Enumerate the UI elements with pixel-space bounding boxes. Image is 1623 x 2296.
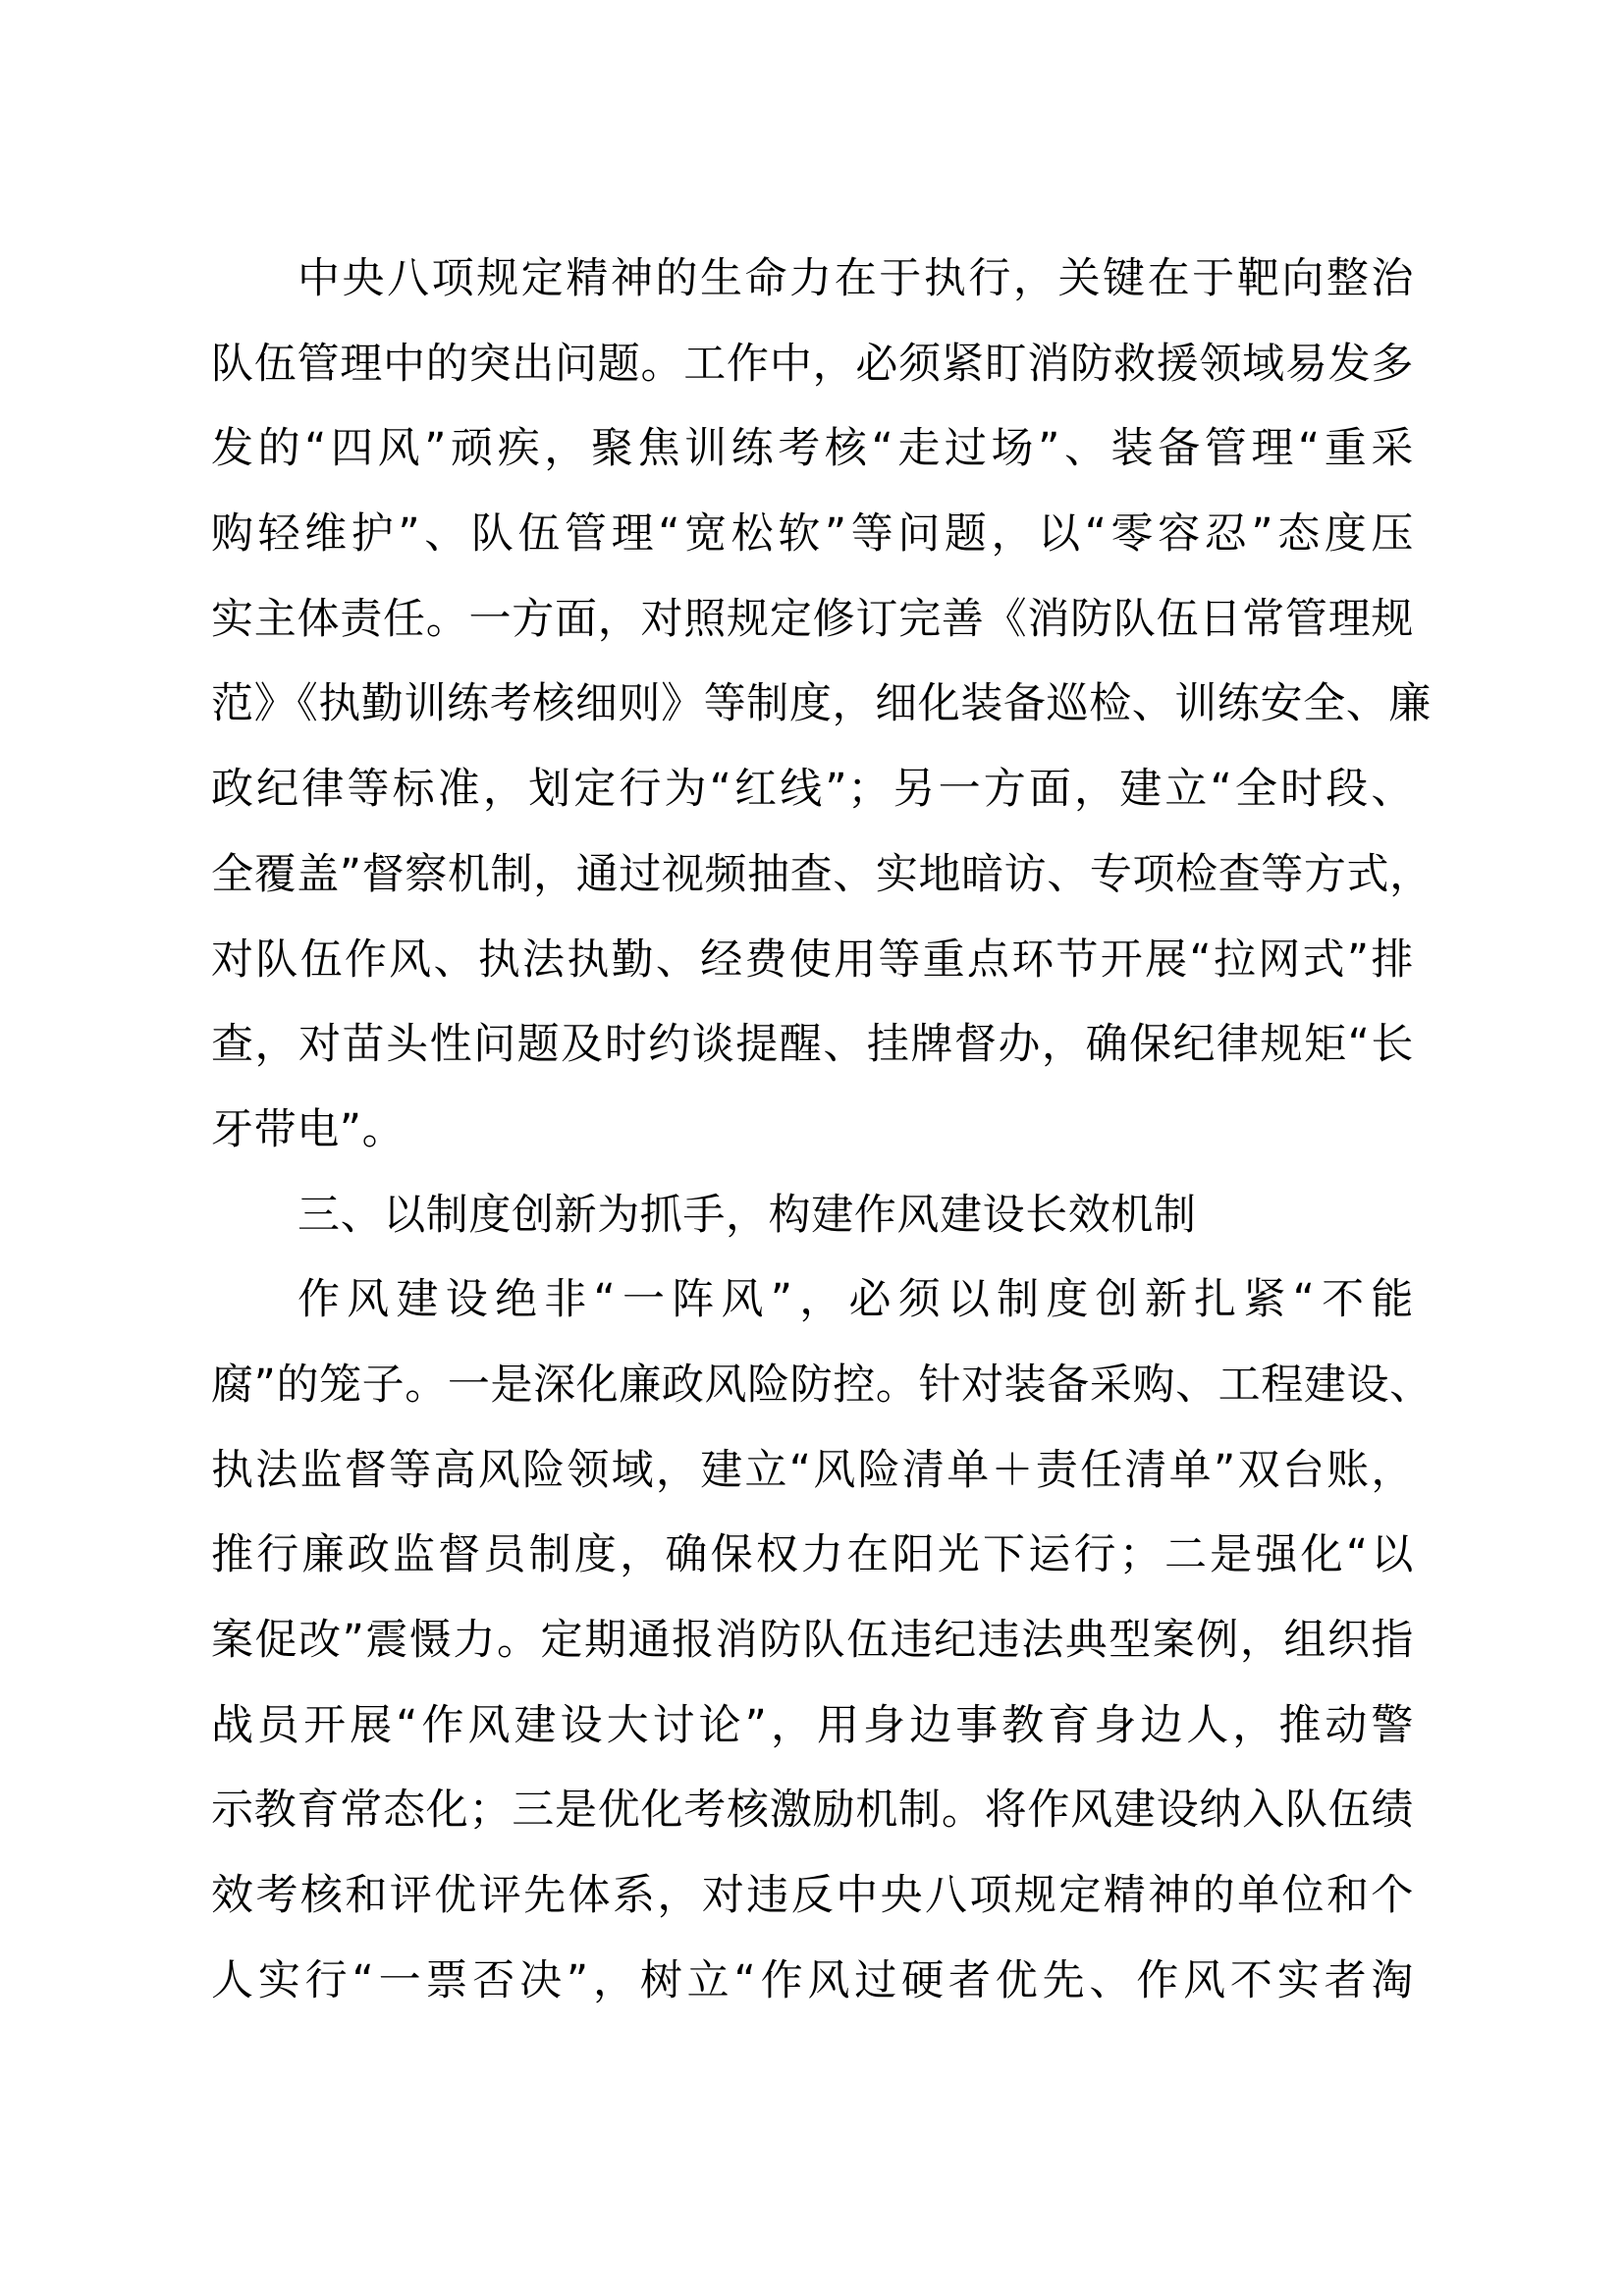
- text-line: 政纪律等标准，划定行为“红线”；另一方面，建立“全时段、: [211, 765, 1414, 815]
- text-line: 对队伍作风、执法执勤、经费使用等重点环节开展“拉网式”排: [211, 934, 1414, 985]
- document-page: [211, 247, 1433, 2034]
- text-line: 牙带电”。: [211, 1104, 406, 1154]
- text-line: 购轻维护”、队伍管理“宽松软”等问题，以“零容忍”态度压: [211, 509, 1414, 560]
- paragraph-institutional-innovation: [211, 1268, 1433, 2034]
- text-line: 队伍管理中的突出问题。工作中，必须紧盯消防救援领域易发多: [211, 339, 1414, 389]
- text-line: 示教育常态化；三是优化考核激励机制。将作风建设纳入队伍绩: [211, 1786, 1414, 1836]
- text-line: 战员开展“作风建设大讨论”，用身边事教育身边人，推动警: [211, 1700, 1414, 1750]
- text-line: 作风建设绝非“一阵风”，必须以制度创新扎紧“不能: [298, 1275, 1414, 1325]
- text-line: 腐”的笼子。一是深化廉政风险防控。针对装备采购、工程建设、: [211, 1360, 1433, 1410]
- text-line: 效考核和评优评先体系，对违反中央八项规定精神的单位和个: [211, 1871, 1414, 1921]
- text-line: 执法监督等高风险领域，建立“风险清单＋责任清单”双台账，: [211, 1445, 1414, 1495]
- paragraph-enforcement: [211, 247, 1433, 1184]
- text-line: 查，对苗头性问题及时约谈提醒、挂牌督办，确保纪律规矩“长: [211, 1020, 1414, 1070]
- text-line: 实主体责任。一方面，对照规定修订完善《消防队伍日常管理规: [211, 594, 1414, 644]
- text-line: 案促改”震慑力。定期通报消防队伍违纪违法典型案例，组织指: [211, 1616, 1414, 1665]
- text-line: 人实行“一票否决”，树立“作风过硬者优先、作风不实者淘: [211, 1955, 1414, 2005]
- text-line: 发的“四风”顽疾，聚焦训练考核“走过场”、装备管理“重采: [211, 424, 1414, 474]
- text-line: 范》《执勤训练考核细则》等制度，细化装备巡检、训练安全、廉: [211, 679, 1432, 729]
- text-line: 中央八项规定精神的生命力在于执行，关键在于靶向整治: [298, 254, 1414, 303]
- text-line: 推行廉政监督员制度，确保权力在阳光下运行；二是强化“以: [211, 1530, 1414, 1580]
- section-heading: 三、以制度创新为抓手，构建作风建设长效机制: [298, 1190, 1197, 1240]
- text-line: 全覆盖”督察机制，通过视频抽查、实地暗访、专项检查等方式，: [211, 849, 1433, 899]
